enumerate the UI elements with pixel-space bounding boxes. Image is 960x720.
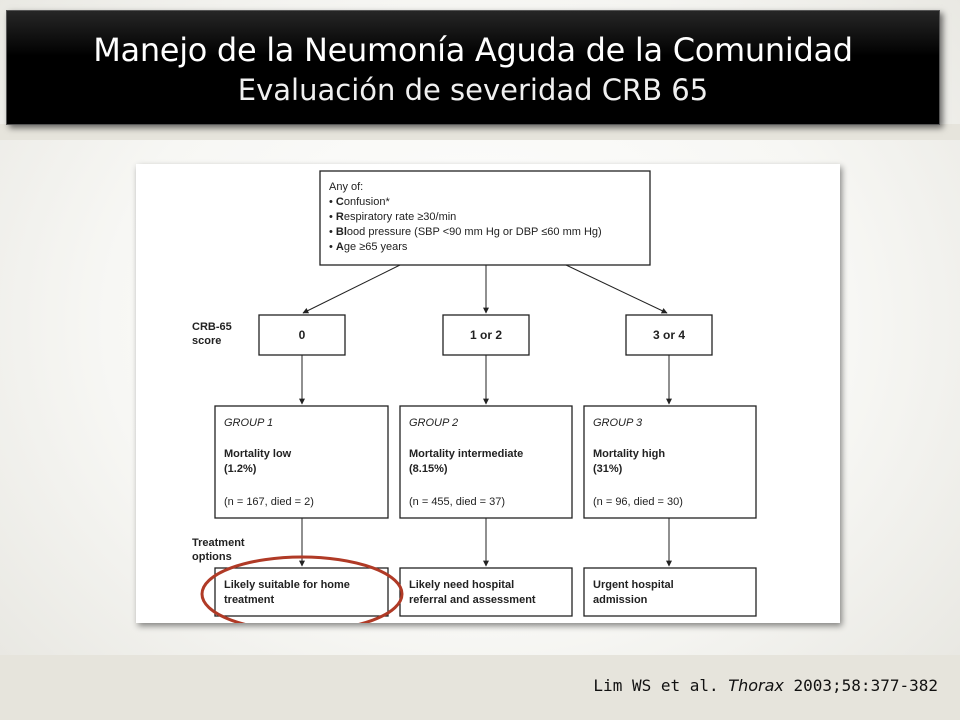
group-2-percent: (8.15%)	[409, 463, 448, 475]
group-2-counts: (n = 455, died = 37)	[409, 496, 506, 508]
group-3-counts: (n = 96, died = 30)	[593, 496, 683, 508]
group-2-mortality: Mortality intermediate	[409, 448, 524, 460]
group-1-counts: (n = 167, died = 2)	[224, 496, 314, 508]
criteria-item-age: • Age ≥65 years	[329, 241, 408, 253]
arrow-criteria-to-score-3-4	[566, 265, 667, 313]
group-1-name: GROUP 1	[224, 417, 274, 429]
score-value-0: 0	[298, 328, 306, 342]
slide-subtitle: Evaluación de severidad CRB 65	[237, 73, 709, 107]
treatment-2-text: Likely need hospital referral and assessment	[409, 579, 536, 606]
treatment-label: Treatment options	[192, 537, 245, 563]
treatment-3-text: Urgent hospital admission	[593, 579, 674, 606]
criteria-item-respiratory: • Respiratory rate ≥30/min	[329, 211, 457, 223]
crb65-flowchart	[136, 164, 840, 623]
score-label: CRB-65 score	[192, 321, 232, 347]
criteria-item-blood-pressure: • Blood pressure (SBP <90 mm Hg or DBP ≤60 mm Hg)	[329, 226, 602, 238]
group-3-mortality: Mortality high	[593, 448, 666, 460]
group-1-mortality: Mortality low	[224, 448, 292, 460]
treatment-box-3	[584, 568, 756, 616]
crb65-figure	[136, 164, 840, 623]
citation-authors: Lim WS et al.	[593, 676, 719, 695]
criteria-item-confusion: • Confusion*	[329, 196, 390, 208]
top-strip	[0, 124, 960, 140]
treatment-1-text: Likely suitable for home treatment	[224, 579, 350, 606]
group-2-name: GROUP 2	[409, 417, 459, 429]
treatment-box-1	[215, 568, 388, 616]
treatment-box-2	[400, 568, 572, 616]
citation-journal: Thorax	[728, 676, 784, 695]
score-value-1-2: 1 or 2	[469, 328, 503, 342]
arrow-criteria-to-score-0	[303, 265, 400, 313]
score-value-3-4: 3 or 4	[652, 328, 686, 342]
citation	[593, 676, 938, 695]
criteria-heading: Any of:	[329, 181, 364, 193]
group-3-name: GROUP 3	[593, 417, 643, 429]
slide-title: Manejo de la Neumonía Aguda de la Comunidad	[93, 31, 853, 69]
title-banner	[6, 10, 940, 125]
group-1-percent: (1.2%)	[224, 463, 257, 475]
group-3-percent: (31%)	[593, 463, 623, 475]
citation-details: 2003;58:377-382	[793, 676, 938, 695]
